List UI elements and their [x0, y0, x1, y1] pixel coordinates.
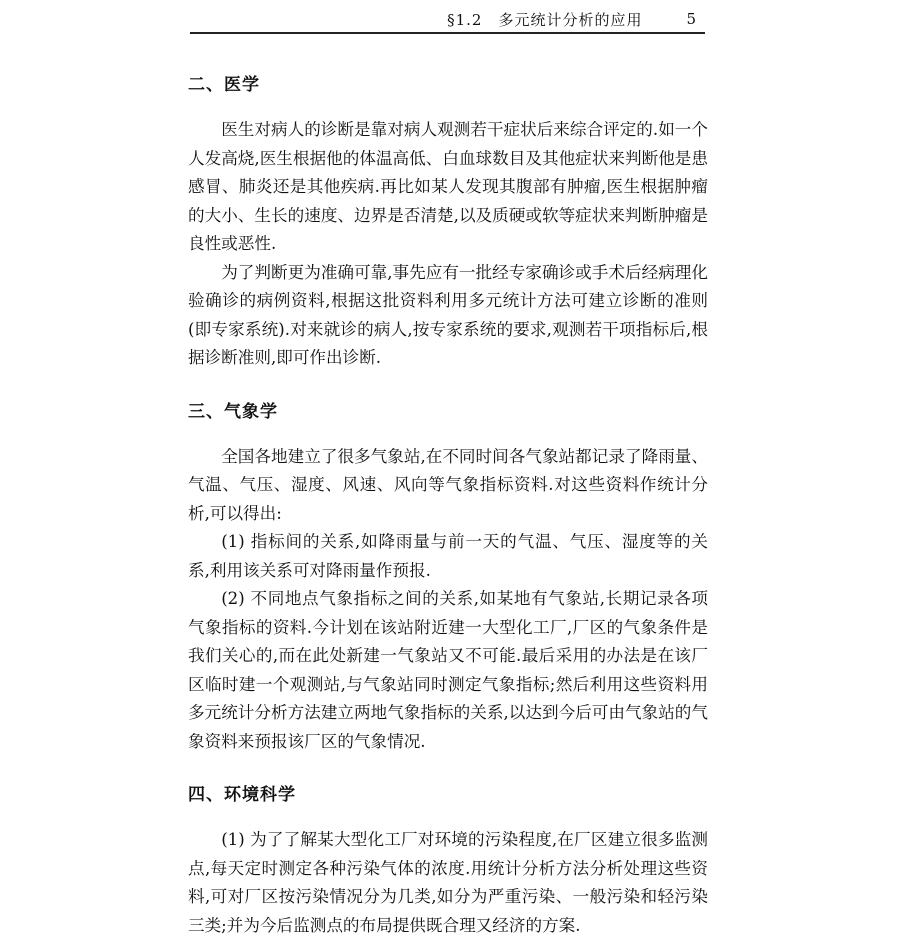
paragraph: 全国各地建立了很多气象站,在不同时间各气象站都记录了降雨量、气温、气压、湿度、风速、风向等气象指标资料.对这些资料作统计分析,可以得出: — [188, 446, 708, 523]
section-heading-medicine: 二、医学 — [188, 75, 260, 95]
page-body — [188, 68, 708, 940]
paragraph: 为了判断更为准确可靠,事先应有一批经专家确诊或手术后经病理化验确诊的病例资料,根据这批资料利用多元统计方法可建立诊断的准则(即专家系统).对来就诊的病人,按专家系统的要求,观测若干项指标后,根据诊断准则,即可作出诊断. — [188, 262, 708, 367]
running-header — [190, 6, 705, 34]
paragraph: (1) 为了了解某大型化工厂对环境的污染程度,在厂区建立很多监测点,每天定时测定各种污染气体的浓度.用统计分析方法分析处理这些资料,可对厂区按污染情况分为几类,如分为严重污染、一般污染和轻污染三类;并为今后监测点的布局提供既合理又经济的方案. — [188, 830, 708, 935]
section-reference: §1.2 多元统计分析的应用 — [447, 10, 643, 29]
paragraph: 医生对病人的诊断是靠对病人观测若干症状后来综合评定的.如一个人发高烧,医生根据他的体温高低、白血球数目及其他症状来判断他是患感冒、肺炎还是其他疾病.再比如某人发现其腹部有肿瘤,医生根据肿瘤的大小、生长的速度、边界是否清楚,以及质硬或软等症状来判断肿瘤是良性或恶性. — [188, 120, 708, 253]
paragraph: (2) 不同地点气象指标之间的关系,如某地有气象站,长期记录各项气象指标的资料.今计划在该站附近建一大型化工厂,厂区的气象条件是我们关心的,而在此处新建一气象站又不可能.最后采用的办法是在该厂区临时建一个观测站,与气象站同时测定气象指标;然后利用这些资料用多元统计分析方法建立两地气象指标的关系,以达到今后可由气象站的气象资料来预报该厂区的气象情况. — [188, 589, 708, 751]
section-heading-environmental-science: 四、环境科学 — [188, 785, 296, 805]
paragraph: (1) 指标间的关系,如降雨量与前一天的气温、气压、湿度等的关系,利用该关系可对降雨量作预报. — [188, 532, 708, 580]
page-number: 5 — [686, 10, 697, 28]
section-heading-meteorology: 三、气象学 — [188, 401, 278, 422]
